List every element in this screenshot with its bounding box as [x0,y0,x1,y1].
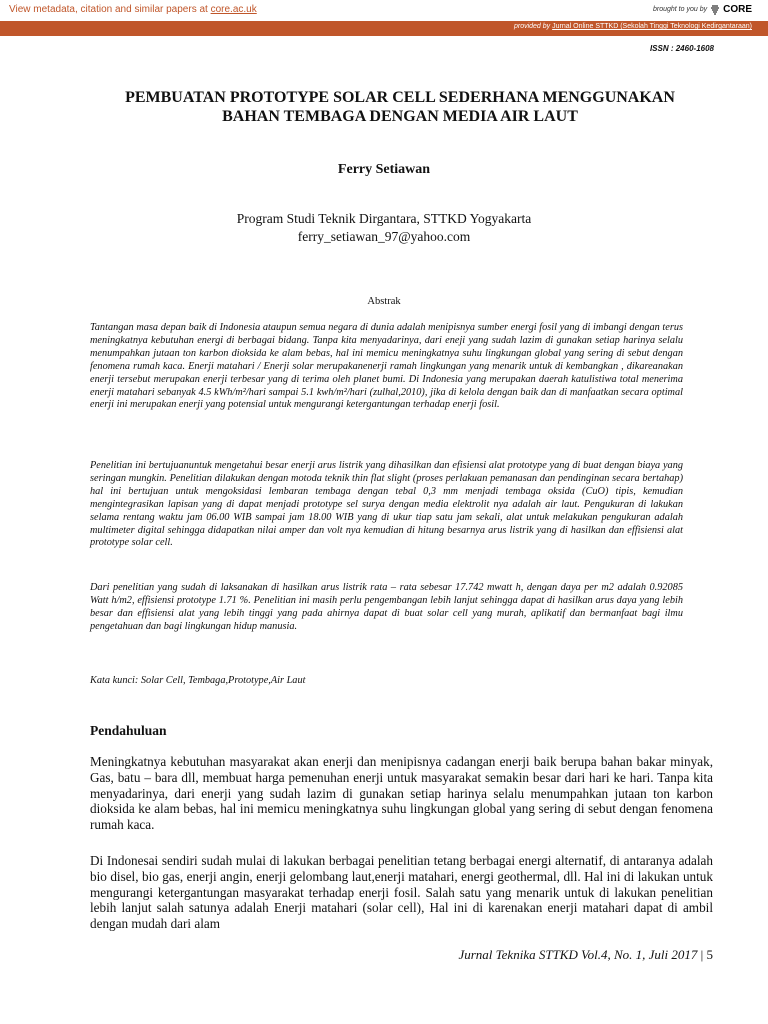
brought-by-text: brought to you by [653,6,708,13]
footer-journal: Jurnal Teknika STTKD Vol.4, No. 1, Juli 2017 [458,947,698,962]
author-name: Ferry Setiawan [337,162,431,177]
issn-label: ISSN : 2460-1608 [649,44,714,53]
affiliation-block [0,210,768,246]
abstract-paragraph-3: Dari penelitian yang sudah di laksanakan di hasilkan arus listrik rata – rata sebesar 17.742 mwatt h, dengan daya per m2 adalah 0.92085 Watt h/m2, effisiensi prototype 1.71 %. Penelitian ini masih perlu pengembangan lebih lanjut sehingga dapat di hasilkan arus daya yang lebih besar dan effisiensi alat yang lebih tinggi yang pada ahirnya dapat di buat solar cell yang murah, aplikatif dan bermanfaat bagi ilmu pengetahuan dan bagi lingkungan hidup manusia. [90,582,683,632]
keywords: Kata kunci: Solar Cell, Tembaga,Prototype,Air Laut [90,675,306,686]
core-metadata-text: View metadata, citation and similar papers at core.ac.uk [9,4,257,15]
page-footer [458,947,713,963]
core-logo-icon [710,5,720,15]
body-paragraph-1: Meningkatnya kebutuhan masyarakat akan enerji dan menipisnya cadangan enerji baik berupa bahan bakar minyak, Gas, batu – bara dll, membuat harga pemenuhan enerji untuk masyarakat semakin besar dari hari ke hari. Tanpa kita menyadarinya, dari enerji yang sudah lazim di gunakan setiap harinya selalu menumpahkan jutaan ton karbon dioksida ke alam bebas, hal ini memicu meningkatnya suhu lingkungan global yang sering di sebut dengan fenomena rumah kaca. [90,754,713,833]
paper-title: PEMBUATAN PROTOTYPE SOLAR CELL SEDERHANA MENGGUNAKAN BAHAN TEMBAGA DENGAN MEDIA AIR LAUT [125,89,675,125]
abstract-heading: Abstrak [367,296,401,307]
core-banner [0,0,768,22]
section-heading: Pendahuluan [90,723,167,738]
author-email: ferry_setiawan_97@yahoo.com [297,229,471,244]
page-number: 5 [706,947,713,962]
core-logo-text: CORE [723,4,752,15]
abstract-paragraph-2: Penelitian ini bertujuanuntuk mengetahui besar enerji arus listrik yang dihasilkan dan efisiensi alat prototype yang di buat dengan biaya yang seringan mungkin. Penelitian dilakukan dengan motoda teknik thin flat slight (proses perlakuan pemanasan dan pendinginan secara bertahap) hal ini bertujuan untuk mengoksidasi lembaran tembaga dengan tebal 0,3 mm menjadi tembaga oksida (CuO) tipis, kemudian mengintegrasikan lapisan yang di dapat menjadi prototype sel surya dengan media elektrolit nya adalah air laut. Pengukuran di lakukan selama rentang waktu jam 06.00 WIB sampai jam 18.00 WIB yang di ukur tiap satu jam sekali, alat untuk melakukan pengukuran adalah multimeter digital sehingga didapatkan nilai amper dan volt nya kemudian di hitung besarnya arus listrik yang di hasilkan dan effisiensi alat prototype solar cell. [90,460,683,549]
core-brand[interactable] [653,4,752,15]
body-paragraph-2: Di Indonesai sendiri sudah mulai di lakukan berbagai penelitian tetang berbagai energi alternatif, di antaranya adalah bio disel, bio gas, enerji angin, enerji gelombang laut,enerji matahari, energi geothermal, dll. Hal ini di lakukan untuk mengurangi ketergantungan masyarakat terhadap enerji fosil. Salah satu yang menarik untuk di lakukan penelitian lebih lanjut salah satunya adalah Enerji matahari (solar cell), Hal ini di karenakan enerji matahari dapat di ambil dengan mudah dari alam [90,853,713,932]
affiliation: Program Studi Teknik Dirgantara, STTKD Yogyakarta [236,211,532,226]
provider-link[interactable]: Jurnal Online STTKD (Sekolah Tinggi Teknologi Kedirgantaraan) [552,23,752,30]
provider-band [0,22,768,36]
abstract-paragraph-1: Tantangan masa depan baik di Indonesia ataupun semua negara di dunia adalah menipisnya sumber energi fosil yang di imbangi dengan terus meningkatnya kebutuhan energi di berbagai bidang. Tanpa kita menyadarinya, dari eneji yang sudah lazim di gunakan setiap harinya selalu menumpahkan jutaan ton karbon dioksida ke alam bebas, hal ini memicu meningkatnya suhu lingkungan global yang sering di sebut dengan fenomena rumah kaca. Enerji matahari / Enerji solar merupakanenerji ramah lingkungan yang menarik untuk di kembangkan , dikareanakan enerji tersebut merupakan enerji terbesar yang di terima oleh planet bumi. Di Indonesia yang merupakan daerah katulistiwa total menerima enerji matahari sebanyak 4.5 kWh/m²/hari sampai 5.1 kwh/m²/hari (zulhal,2010), jika di kelola dengan baik dan di manfaatkan secara optimal enerji ini merupakan enerji yang potensial untuk mengurangi ketergantungan terhadap enerji fosil. [90,322,683,411]
provider-text: provided by Jurnal Online STTKD (Sekolah Tinggi Teknologi Kedirgantaraan) [513,23,752,30]
core-link[interactable]: core.ac.uk [210,4,257,15]
footer-separator: | [697,947,707,962]
